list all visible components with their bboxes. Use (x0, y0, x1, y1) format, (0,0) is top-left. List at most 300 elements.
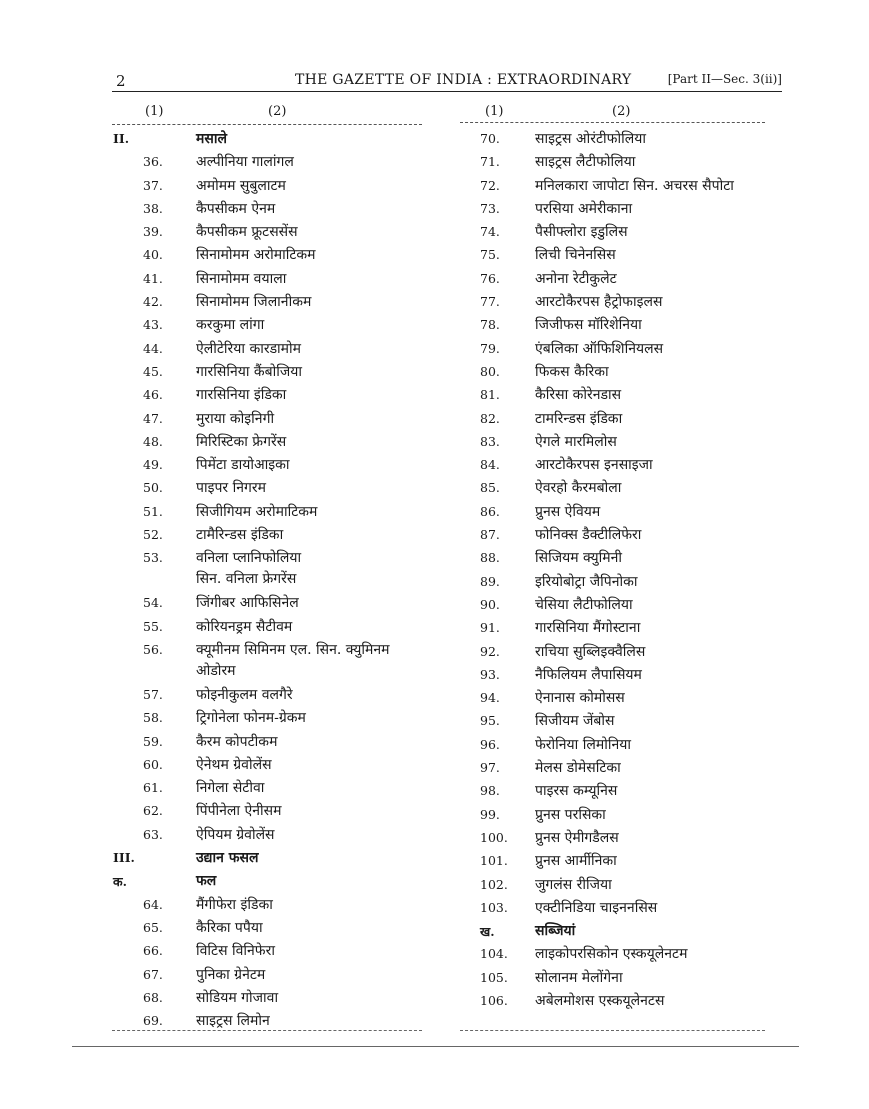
item-name-line: ऐपियम ग्रेवोलेंस (196, 826, 275, 843)
list-item (480, 409, 780, 432)
item-name (196, 339, 301, 358)
list-item (480, 688, 780, 711)
item-number: 100. (480, 829, 508, 845)
item-name-line: आरटोकैरपस इनसाइजा (535, 457, 653, 474)
right-column-header-1: (1) (485, 104, 504, 119)
item-name-line: लिची चिनेनसिस (535, 247, 616, 264)
item-name-line: पिमेंटा डायोआइका (196, 457, 290, 474)
list-item (113, 988, 433, 1011)
item-number: 103. (480, 899, 508, 915)
item-name (535, 339, 663, 358)
list-item (113, 152, 433, 175)
item-name-line: टामैरिन्डस इंडिका (196, 527, 284, 544)
item-name (196, 617, 292, 636)
item-number: ख. (480, 924, 495, 940)
item-name (196, 129, 227, 148)
item-number: 94. (480, 690, 500, 706)
item-name-line: गारसिनिया मैंगोस्टाना (535, 620, 641, 637)
item-name (535, 478, 621, 497)
item-name (535, 525, 641, 544)
item-name (196, 409, 274, 428)
item-number: 87. (480, 527, 500, 543)
item-name-line: प्रुनस ऐमीगडैलस (535, 829, 619, 846)
list-item (480, 385, 780, 408)
list-item (113, 385, 433, 408)
item-name (196, 222, 298, 241)
item-number: 95. (480, 713, 500, 729)
item-number: 62. (143, 803, 163, 819)
right-column-header-2: (2) (612, 104, 631, 119)
list-item (113, 617, 433, 640)
item-name-line: प्रुनस परसिका (535, 806, 606, 823)
item-name (535, 432, 617, 451)
item-name (196, 315, 264, 334)
list-item (480, 781, 780, 804)
item-name-line: जुगलंस रीजिया (535, 876, 612, 893)
item-number: 73. (480, 200, 500, 216)
item-name-line: सिनामोमम अरोमाटिकम (196, 247, 316, 264)
item-number: 52. (143, 527, 163, 543)
list-item (480, 199, 780, 222)
item-name (196, 548, 301, 588)
list-item (113, 801, 433, 824)
list-item (480, 339, 780, 362)
item-number: 104. (480, 946, 508, 962)
item-number: 51. (143, 503, 163, 519)
item-name-line: सिजियम क्युमिनी (535, 550, 623, 567)
list-item (113, 222, 433, 245)
list-item (480, 502, 780, 525)
item-name-line: मुराया कोइनिगी (196, 410, 275, 427)
item-name-line: ट्रिगोनेला फोनम-ग्रेकम (196, 710, 306, 727)
item-name (535, 362, 609, 381)
list-item (113, 640, 433, 685)
list-item (480, 851, 780, 874)
item-number: 43. (143, 317, 163, 333)
list-item (113, 432, 433, 455)
footer-rule (72, 1046, 799, 1047)
item-number: 56. (143, 641, 163, 657)
item-name-line: अमोमम सुबुलाटम (196, 177, 286, 194)
left-column (113, 129, 433, 1034)
item-number: III. (113, 850, 135, 866)
item-name (196, 732, 277, 751)
list-item (113, 292, 433, 315)
list-item (480, 315, 780, 338)
item-name-line: पैसीफ्लोरा इडुलिस (535, 224, 628, 241)
item-number: 85. (480, 480, 500, 496)
item-number: 53. (143, 550, 163, 566)
item-number: 80. (480, 363, 500, 379)
item-name-line: ऐवरहो कैरमबोला (535, 480, 622, 497)
list-item (113, 778, 433, 801)
list-item (480, 432, 780, 455)
item-name (196, 269, 286, 288)
list-item (113, 362, 433, 385)
list-item (480, 828, 780, 851)
item-name-line: इरियोबोट्रा जैपिनोका (535, 573, 638, 590)
item-number: 45. (143, 363, 163, 379)
item-name (196, 988, 278, 1007)
item-name-line: कैरिसा कोरेनडास (535, 387, 622, 404)
item-name-line: साइट्रस लिमोन (196, 1013, 270, 1030)
item-number: 58. (143, 710, 163, 726)
item-name-line: उद्यान फसल (196, 850, 259, 867)
item-name (535, 758, 621, 777)
item-name-line: मेलस डोमेसटिका (535, 760, 621, 777)
item-name (196, 755, 272, 774)
item-name-continuation: सिन. वनिला फ्रेगरेंस (196, 571, 297, 588)
section-heading (480, 921, 780, 944)
item-name-line: पाइरस कम्यूनिस (535, 783, 618, 800)
item-number: 90. (480, 596, 500, 612)
item-name (196, 502, 317, 521)
item-number: 83. (480, 433, 500, 449)
item-name (535, 665, 642, 684)
item-number: 40. (143, 247, 163, 263)
item-name-line: मनिलकारा जापोटा सिन. अचरस सैपोटा (535, 177, 734, 194)
item-name-line: कैरिका पपैया (196, 919, 263, 936)
list-item (480, 618, 780, 641)
list-item (113, 918, 433, 941)
list-item (480, 525, 780, 548)
item-name-line: सिजीगियम अरोमाटिकम (196, 503, 318, 520)
list-item (113, 755, 433, 778)
item-name-line: परसिया अमेरीकाना (535, 200, 633, 217)
item-name (535, 618, 640, 637)
item-name (196, 432, 286, 451)
item-number: 75. (480, 247, 500, 263)
item-name (196, 593, 299, 612)
gazette-title: THE GAZETTE OF INDIA : EXTRAORDINARY (295, 72, 632, 88)
item-name (535, 315, 642, 334)
item-name-line: सिजीयम जेंबोस (535, 713, 615, 730)
list-item (113, 941, 433, 964)
list-item (480, 711, 780, 734)
item-name (535, 292, 662, 311)
item-name (535, 199, 632, 218)
list-item (480, 362, 780, 385)
list-item (480, 152, 780, 175)
list-item (480, 968, 780, 991)
item-name-line: फेरोनिया लिमोनिया (535, 736, 631, 753)
item-name-line: कैपसीकम ऐनम (196, 200, 276, 217)
item-name (196, 152, 294, 171)
item-name (535, 455, 653, 474)
item-name-line: अबेलमोशस एस्कयूलेनटस (535, 992, 665, 1009)
item-number: 49. (143, 457, 163, 473)
list-item (113, 965, 433, 988)
item-name (196, 478, 266, 497)
list-item (113, 593, 433, 616)
left-column-header-2: (2) (268, 104, 287, 119)
item-name-line: निगेला सेटीवा (196, 780, 265, 797)
item-name-line: फिकस कैरिका (535, 363, 609, 380)
item-name (535, 152, 635, 171)
item-number: क. (113, 874, 127, 890)
list-item (480, 176, 780, 199)
right-header-rule (460, 122, 765, 123)
right-column (480, 129, 780, 1014)
item-number: 47. (143, 410, 163, 426)
item-number: 93. (480, 666, 500, 682)
item-name-line: साइट्रस ओरंटीफोलिया (535, 131, 646, 147)
item-number: 67. (143, 966, 163, 982)
item-number: 76. (480, 270, 500, 286)
list-item (113, 409, 433, 432)
item-name (535, 385, 621, 404)
item-number: 59. (143, 733, 163, 749)
list-item (480, 478, 780, 501)
item-number: 61. (143, 780, 163, 796)
item-number: 44. (143, 340, 163, 356)
item-name (535, 572, 637, 591)
item-name (196, 199, 275, 218)
item-name (196, 801, 281, 820)
item-name (535, 595, 633, 614)
item-name (535, 269, 617, 288)
item-number: 41. (143, 270, 163, 286)
section-heading (113, 848, 433, 871)
item-name (196, 685, 293, 704)
item-name-line: कोरियनड्रम सैटीवम (196, 618, 293, 635)
list-item (480, 269, 780, 292)
list-item (480, 758, 780, 781)
list-item (480, 642, 780, 665)
item-name (535, 805, 606, 824)
item-name-line: क्यूमीनम सिमिनम एल. सिन. क्युमिनम (196, 641, 390, 658)
item-name-line: टामरिन्डस इंडिका (535, 410, 623, 427)
list-item (480, 129, 780, 152)
item-number: 57. (143, 686, 163, 702)
item-name (196, 895, 273, 914)
list-item (480, 735, 780, 758)
item-name (535, 921, 575, 940)
item-name (535, 245, 616, 264)
item-name-line: राचिया सुब्लिइक्वैलिस (535, 643, 646, 660)
item-name-line: प्रुनस आर्मीनिका (535, 853, 617, 870)
section-heading (113, 129, 433, 152)
list-item (113, 525, 433, 548)
item-name-line: ऐनानास कोमोसस (535, 690, 625, 707)
item-name (535, 875, 612, 894)
item-name (196, 708, 306, 727)
item-name-line: एक्टीनिडिया चाइननसिस (535, 899, 658, 916)
item-name (535, 688, 625, 707)
list-item (113, 339, 433, 362)
list-item (113, 708, 433, 731)
item-number: 86. (480, 503, 500, 519)
item-name (535, 781, 617, 800)
item-number: 72. (480, 177, 500, 193)
item-name-line: फोइनीकुलम वलगैरे (196, 686, 293, 703)
item-number: 98. (480, 783, 500, 799)
item-name-line: सोडियम गोजावा (196, 989, 279, 1006)
list-item (113, 455, 433, 478)
item-name (535, 991, 664, 1010)
item-name-line: फोनिक्स डैक्टीलिफेरा (535, 527, 642, 544)
right-bottom-rule (460, 1030, 765, 1031)
item-name-line: चेसिया लैटीफोलिया (535, 596, 633, 613)
list-item (113, 685, 433, 708)
item-name (196, 525, 283, 544)
item-number: 106. (480, 992, 508, 1008)
item-name-line: एंबलिका ऑफिशिनियलस (535, 340, 664, 357)
item-name (196, 825, 275, 844)
item-number: 64. (143, 896, 163, 912)
list-item (480, 944, 780, 967)
list-item (480, 572, 780, 595)
item-number: 65. (143, 919, 163, 935)
list-item (113, 315, 433, 338)
item-name-line: सिनामोमम वयाला (196, 270, 287, 287)
item-name-line: मैंगीफेरा इंडिका (196, 896, 273, 913)
list-item (113, 895, 433, 918)
item-name-line: अनोना रेटीकुलेट (535, 270, 617, 287)
item-name (535, 968, 623, 987)
item-name-line: प्रुनस ऐवियम (535, 503, 601, 520)
item-number: 82. (480, 410, 500, 426)
item-name-line: कैपसीकम फ्रूटससेंस (196, 224, 298, 241)
item-name (196, 778, 264, 797)
item-name-continuation: ओडोरम (196, 662, 236, 679)
list-item (480, 222, 780, 245)
item-number: 68. (143, 989, 163, 1005)
item-name (535, 409, 622, 428)
item-name-line: पिंपीनेला ऐनीसम (196, 803, 282, 820)
item-name (535, 711, 615, 730)
item-name (196, 640, 390, 680)
list-item (113, 176, 433, 199)
left-header-rule (112, 124, 422, 125)
list-item (113, 548, 433, 593)
item-name-line: कैरम कोपटीकम (196, 733, 278, 750)
item-number: 46. (143, 387, 163, 403)
item-name (535, 548, 622, 567)
item-name (196, 848, 259, 867)
item-number: 38. (143, 200, 163, 216)
item-name (196, 385, 286, 404)
left-column-header-1: (1) (145, 104, 164, 119)
list-item (480, 595, 780, 618)
item-number: 50. (143, 480, 163, 496)
list-item (480, 898, 780, 921)
item-name (196, 871, 216, 890)
item-name-line: सोलानम मेलोंगेना (535, 969, 623, 986)
item-name (196, 941, 275, 960)
item-number: 89. (480, 573, 500, 589)
item-number: 48. (143, 433, 163, 449)
item-name-line: गारसिनिया कैंबोजिया (196, 363, 303, 380)
list-item (480, 875, 780, 898)
page-number: 2 (116, 72, 126, 90)
item-number: 81. (480, 387, 500, 403)
item-name-line: अल्पीनिया गालांगल (196, 154, 294, 171)
item-name (535, 735, 631, 754)
header-rule (112, 91, 782, 92)
left-bottom-rule (112, 1030, 422, 1031)
item-number: 99. (480, 806, 500, 822)
item-number: 77. (480, 294, 500, 310)
item-number: 36. (143, 154, 163, 170)
item-number: 88. (480, 550, 500, 566)
list-item (480, 665, 780, 688)
item-number: 70. (480, 131, 500, 146)
list-item (113, 732, 433, 755)
item-name-line: जिंगीबर आफिसिनेल (196, 595, 299, 612)
item-name-line: करकुमा लांगा (196, 317, 265, 334)
section-heading (113, 871, 433, 894)
item-name-line: ऐनेथम ग्रेवोलेंस (196, 756, 272, 773)
item-number: 96. (480, 736, 500, 752)
item-number: 42. (143, 294, 163, 310)
item-number: 60. (143, 756, 163, 772)
list-item (113, 269, 433, 292)
item-name-line: विटिस विनिफेरा (196, 943, 275, 960)
item-name-line: मिरिस्टिका फ्रेगरेंस (196, 433, 287, 450)
item-number: 92. (480, 643, 500, 659)
item-number: 91. (480, 620, 500, 636)
item-name (196, 292, 311, 311)
list-item (113, 478, 433, 501)
item-number: 78. (480, 317, 500, 333)
item-name (196, 176, 286, 195)
item-number: 84. (480, 457, 500, 473)
part-section-label: [Part II—Sec. 3(ii)] (667, 72, 782, 86)
item-name-line: सिनामोमम जिलानीकम (196, 294, 312, 311)
item-name (535, 851, 617, 870)
list-item (113, 245, 433, 268)
item-name (535, 828, 619, 847)
list-item (480, 245, 780, 268)
item-name (535, 944, 688, 963)
item-name-line: ऐलीटेरिया कारडामोम (196, 340, 302, 357)
item-number: 101. (480, 853, 508, 869)
item-name-line: आरटोकैरपस हैट्रोफाइलस (535, 294, 663, 311)
list-item (480, 292, 780, 315)
item-name-line: जिजीफस मॉरिशेनिया (535, 317, 642, 334)
list-item (480, 805, 780, 828)
item-name (196, 245, 316, 264)
item-name (535, 222, 628, 241)
item-name-line: गारसिनिया इंडिका (196, 387, 287, 404)
item-name (535, 502, 600, 521)
item-name-line: सब्जियां (535, 923, 576, 940)
item-name-line: नैफिलियम लैपासियम (535, 666, 642, 683)
item-number: 69. (143, 1013, 163, 1029)
item-name-line: पाइपर निगरम (196, 480, 266, 497)
item-name-line: पुनिका ग्रेनेटम (196, 966, 266, 983)
item-number: 66. (143, 943, 163, 959)
item-name (535, 898, 657, 917)
item-name-line: फल (196, 873, 217, 890)
item-name (535, 129, 646, 148)
item-number: 74. (480, 224, 500, 240)
item-name-line: वनिला प्लानिफोलिया (196, 550, 302, 567)
item-number: 79. (480, 340, 500, 356)
list-item (113, 199, 433, 222)
item-number: 102. (480, 876, 508, 892)
item-name (196, 965, 265, 984)
list-item (480, 548, 780, 571)
item-name (196, 918, 263, 937)
item-name (535, 642, 645, 661)
list-item (480, 991, 780, 1014)
item-number: 71. (480, 154, 500, 170)
item-name (196, 362, 302, 381)
item-number: 39. (143, 224, 163, 240)
item-name-line: ऐगले मारमिलोस (535, 433, 617, 450)
